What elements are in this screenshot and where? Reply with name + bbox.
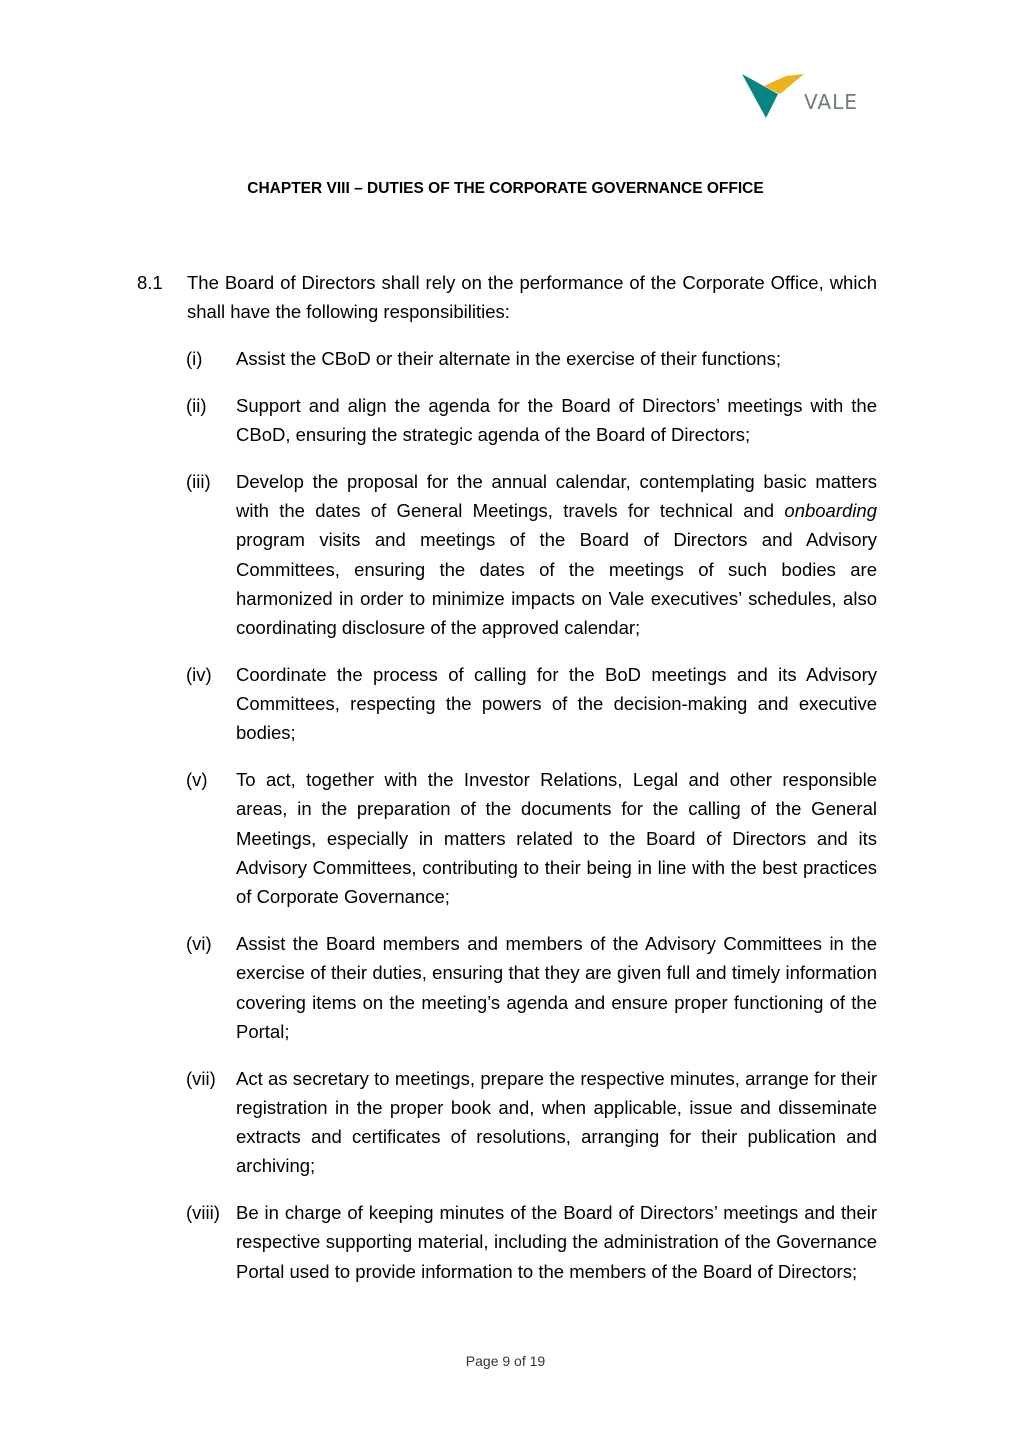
item-number: (iii) (186, 470, 211, 492)
item-text: Assist the Board members and members of the Advisory Committees in the exercise of their duties, ensuring that they are given full and timely information covering items on the meeting’s agenda and ensure proper functioning of the Portal; (236, 932, 877, 1042)
list-item (137, 929, 877, 1046)
section-number: 8.1 (137, 272, 163, 293)
item-number: (vii) (186, 1067, 216, 1089)
item-text-part: program visits and meetings of the Board of Directors and Advisory Committees, ensuring the dates of the meetings of such bodies are harmonized in order to minimize impacts on Vale executives’ schedules, also coordinating disclosure of the approved calendar; (236, 529, 877, 639)
list-item (137, 467, 877, 643)
item-number: (v) (186, 769, 208, 791)
chapter-title: CHAPTER VIII – DUTIES OF THE CORPORATE GOVERNANCE OFFICE (247, 180, 764, 197)
item-text-italic: onboarding (784, 499, 877, 521)
item-text-part: Develop the proposal for the annual calendar, contemplating basic matters with the dates of General Meetings, travels for technical and (236, 470, 877, 521)
page-number: Page 9 of 19 (465, 1353, 546, 1369)
item-text: To act, together with the Investor Relations, Legal and other responsible areas, in the preparation of the documents for the calling of the General Meetings, especially in matters related to the Board of Directors and its Advisory Committees, contributing to their being in line with the best practices of Corporate Governance; (236, 769, 877, 908)
vale-logo-mark (742, 70, 806, 122)
section-8-1 (137, 268, 877, 1303)
list-item (137, 344, 877, 373)
logo-teal-shape (742, 74, 778, 118)
item-text: Act as secretary to meetings, prepare the respective minutes, arrange for their registration in the proper book and, when applicable, issue and disseminate extracts and certificates of resolutions, arranging for their publication and archiving; (236, 1067, 877, 1177)
item-text (236, 471, 877, 638)
item-number: (i) (186, 347, 203, 369)
list-item (137, 765, 877, 911)
item-number: (viii) (186, 1202, 220, 1224)
item-text: Assist the CBoD or their alternate in the exercise of their functions; (236, 347, 781, 369)
item-number: (vi) (186, 932, 212, 954)
item-number: (ii) (186, 394, 207, 416)
list-item (137, 660, 877, 748)
item-text: Be in charge of keeping minutes of the Board of Directors’ meetings and their respective supporting material, including the administration of the Governance Portal used to provide information to the members of the Board of Directors; (236, 1202, 877, 1282)
item-number: (iv) (186, 663, 212, 685)
item-text: Support and align the agenda for the Board of Directors’ meetings with the CBoD, ensuring the strategic agenda of the Board of Directors; (236, 394, 877, 445)
item-text: Coordinate the process of calling for the BoD meetings and its Advisory Committees, respecting the powers of the decision-making and executive bodies; (236, 663, 877, 744)
section-text: The Board of Directors shall rely on the performance of the Corporate Office, which shall have the following responsibilities: (187, 272, 877, 323)
section-heading (137, 268, 877, 327)
vale-logo (742, 70, 864, 122)
responsibilities-list (137, 344, 877, 1286)
list-item (137, 1064, 877, 1181)
list-item (137, 391, 877, 450)
list-item (137, 1198, 877, 1286)
logo-wordmark: VALE (804, 90, 858, 114)
